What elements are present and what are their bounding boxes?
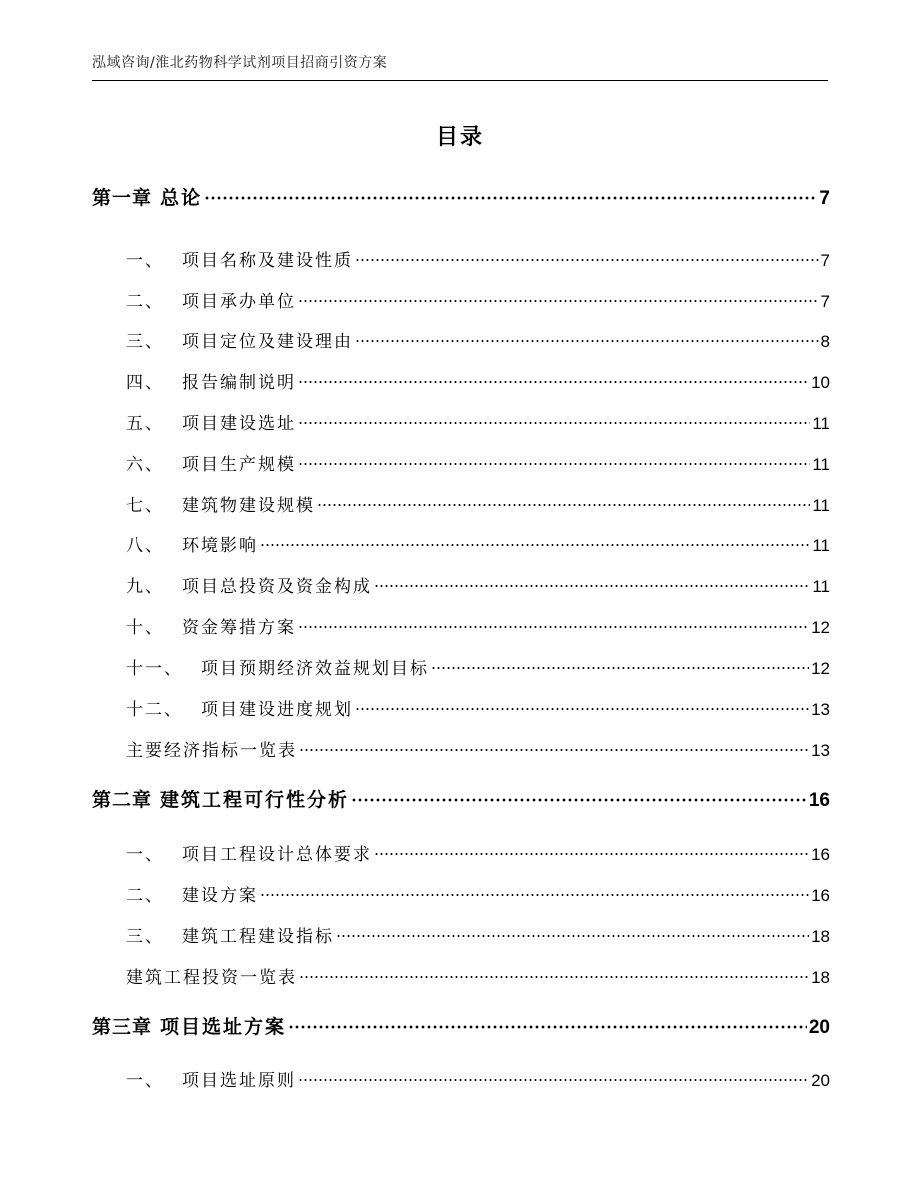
toc-section-1-7[interactable] xyxy=(92,491,830,516)
dot-leader xyxy=(374,852,809,856)
toc-entry-number: 第二章 xyxy=(92,789,153,811)
toc-entry-number: 第一章 xyxy=(92,187,153,209)
dot-leader xyxy=(260,543,810,547)
toc-section-2-1[interactable] xyxy=(92,840,830,865)
toc-entry-number: 七、 xyxy=(126,496,164,516)
dot-leader xyxy=(336,934,809,938)
dot-leader xyxy=(204,196,817,200)
toc-entry-label: 二、 项目承办单位 xyxy=(126,287,296,312)
toc-page-number: 10 xyxy=(811,373,830,392)
toc-entry-label: 八、 环境影响 xyxy=(126,531,258,556)
toc-entry-number: 八、 xyxy=(126,536,164,556)
toc-entry-number: 六、 xyxy=(126,455,164,475)
toc-section-1-5[interactable] xyxy=(92,409,830,434)
toc-entry-number: 二、 xyxy=(126,886,164,906)
dot-leader xyxy=(299,975,809,979)
toc-entry-label: 十、 资金筹措方案 xyxy=(126,613,296,638)
running-header: 泓域咨询/淮北药物科学试剂项目招商引资方案 xyxy=(92,55,388,71)
toc-entry-number: 第三章 xyxy=(92,1016,153,1038)
toc-entry-number: 十、 xyxy=(126,618,164,638)
toc-section-1-10[interactable] xyxy=(92,613,830,638)
toc-entry-number: 一、 xyxy=(126,1071,164,1091)
toc-section-2-4[interactable] xyxy=(92,963,830,988)
toc-section-1-4[interactable] xyxy=(92,368,830,393)
toc-entry-label: 第三章 项目选址方案 xyxy=(92,1012,286,1039)
dot-leader xyxy=(298,421,810,425)
dot-leader xyxy=(355,339,819,343)
toc-entry-label: 四、 报告编制说明 xyxy=(126,368,296,393)
toc-page-number: 11 xyxy=(812,496,830,515)
dot-leader xyxy=(298,299,819,303)
dot-leader xyxy=(299,748,809,752)
toc-entry-label: 一、 项目工程设计总体要求 xyxy=(126,840,372,865)
toc-section-3-1[interactable] xyxy=(92,1066,830,1091)
toc-entry-number: 三、 xyxy=(126,332,164,352)
toc-entry-label: 七、 建筑物建设规模 xyxy=(126,491,315,516)
toc-page-number: 11 xyxy=(812,536,830,555)
dot-leader xyxy=(298,1078,809,1082)
toc-page-number: 12 xyxy=(811,618,830,637)
toc-page-number: 7 xyxy=(820,251,830,270)
toc-section-1-2[interactable] xyxy=(92,287,830,312)
dot-leader xyxy=(260,893,809,897)
dot-leader xyxy=(298,462,810,466)
toc-entry-number: 二、 xyxy=(126,292,164,312)
toc-entry-label: 三、 项目定位及建设理由 xyxy=(126,327,353,352)
toc-entry-label: 第一章 总论 xyxy=(92,183,202,210)
header-rule xyxy=(92,80,828,81)
toc-entry-label: 主要经济指标一览表 xyxy=(126,741,297,761)
toc-entry-label: 十一、 项目预期经济效益规划目标 xyxy=(126,654,429,679)
toc-entry-number: 十二、 xyxy=(126,700,183,720)
toc-entry-number: 三、 xyxy=(126,927,164,947)
dot-leader xyxy=(288,1025,807,1029)
toc-page-number: 16 xyxy=(811,845,830,864)
toc-section-1-6[interactable] xyxy=(92,450,830,475)
toc-entry-label: 一、 项目选址原则 xyxy=(126,1066,296,1091)
toc-entry-label: 十二、 项目建设进度规划 xyxy=(126,695,353,720)
toc-entry-number: 四、 xyxy=(126,373,164,393)
dot-leader xyxy=(317,503,810,507)
dot-leader xyxy=(351,798,807,802)
toc-page-number: 20 xyxy=(808,1017,830,1038)
toc-page-number: 13 xyxy=(811,700,830,719)
toc-page-number: 13 xyxy=(811,741,830,760)
toc-page-number: 7 xyxy=(820,292,830,311)
toc-section-1-13[interactable] xyxy=(92,736,830,761)
toc-section-2-3[interactable] xyxy=(92,922,830,947)
toc-entry-number: 一、 xyxy=(126,845,164,865)
toc-section-1-1[interactable] xyxy=(92,246,830,271)
dot-leader xyxy=(298,380,809,384)
dot-leader xyxy=(431,666,809,670)
toc-page-number: 8 xyxy=(820,332,830,351)
dot-leader xyxy=(374,584,810,588)
toc-entry-label: 三、 建筑工程建设指标 xyxy=(126,922,334,947)
toc-page-number: 18 xyxy=(811,968,830,987)
toc-section-2-2[interactable] xyxy=(92,881,830,906)
toc-entry-label: 建筑工程投资一览表 xyxy=(126,968,297,988)
toc-entry-number: 一、 xyxy=(126,251,164,271)
toc-section-1-9[interactable] xyxy=(92,572,830,597)
toc-section-1-12[interactable] xyxy=(92,695,830,720)
toc-entry-label: 五、 项目建设选址 xyxy=(126,409,296,434)
toc-entry-number: 十一、 xyxy=(126,659,183,679)
toc-page-number: 11 xyxy=(812,577,830,596)
toc-page-number: 18 xyxy=(811,927,830,946)
toc-entry-label: 二、 建设方案 xyxy=(126,881,258,906)
toc-chapter-3[interactable] xyxy=(92,1012,830,1039)
toc-chapter-2[interactable] xyxy=(92,785,830,812)
toc-section-1-8[interactable] xyxy=(92,531,830,556)
toc-section-1-11[interactable] xyxy=(92,654,830,679)
toc-entry-label: 六、 项目生产规模 xyxy=(126,450,296,475)
toc-entry-label: 第二章 建筑工程可行性分析 xyxy=(92,785,349,812)
toc-page-number: 11 xyxy=(812,414,830,433)
dot-leader xyxy=(298,625,809,629)
toc-page-number: 20 xyxy=(811,1071,830,1090)
toc-entry-number: 五、 xyxy=(126,414,164,434)
toc-chapter-1[interactable] xyxy=(92,183,830,210)
toc-entry-label: 九、 项目总投资及资金构成 xyxy=(126,572,372,597)
toc-entry-number: 九、 xyxy=(126,577,164,597)
toc-entry-label: 一、 项目名称及建设性质 xyxy=(126,246,353,271)
toc-page-number: 7 xyxy=(819,188,830,209)
toc-page-number: 16 xyxy=(808,790,830,811)
toc-section-1-3[interactable] xyxy=(92,327,830,352)
dot-leader xyxy=(355,707,809,711)
toc-page-number: 12 xyxy=(811,659,830,678)
toc-page-number: 16 xyxy=(811,886,830,905)
toc-page-number: 11 xyxy=(812,455,830,474)
toc-title: 目录 xyxy=(435,125,484,150)
dot-leader xyxy=(355,258,819,262)
